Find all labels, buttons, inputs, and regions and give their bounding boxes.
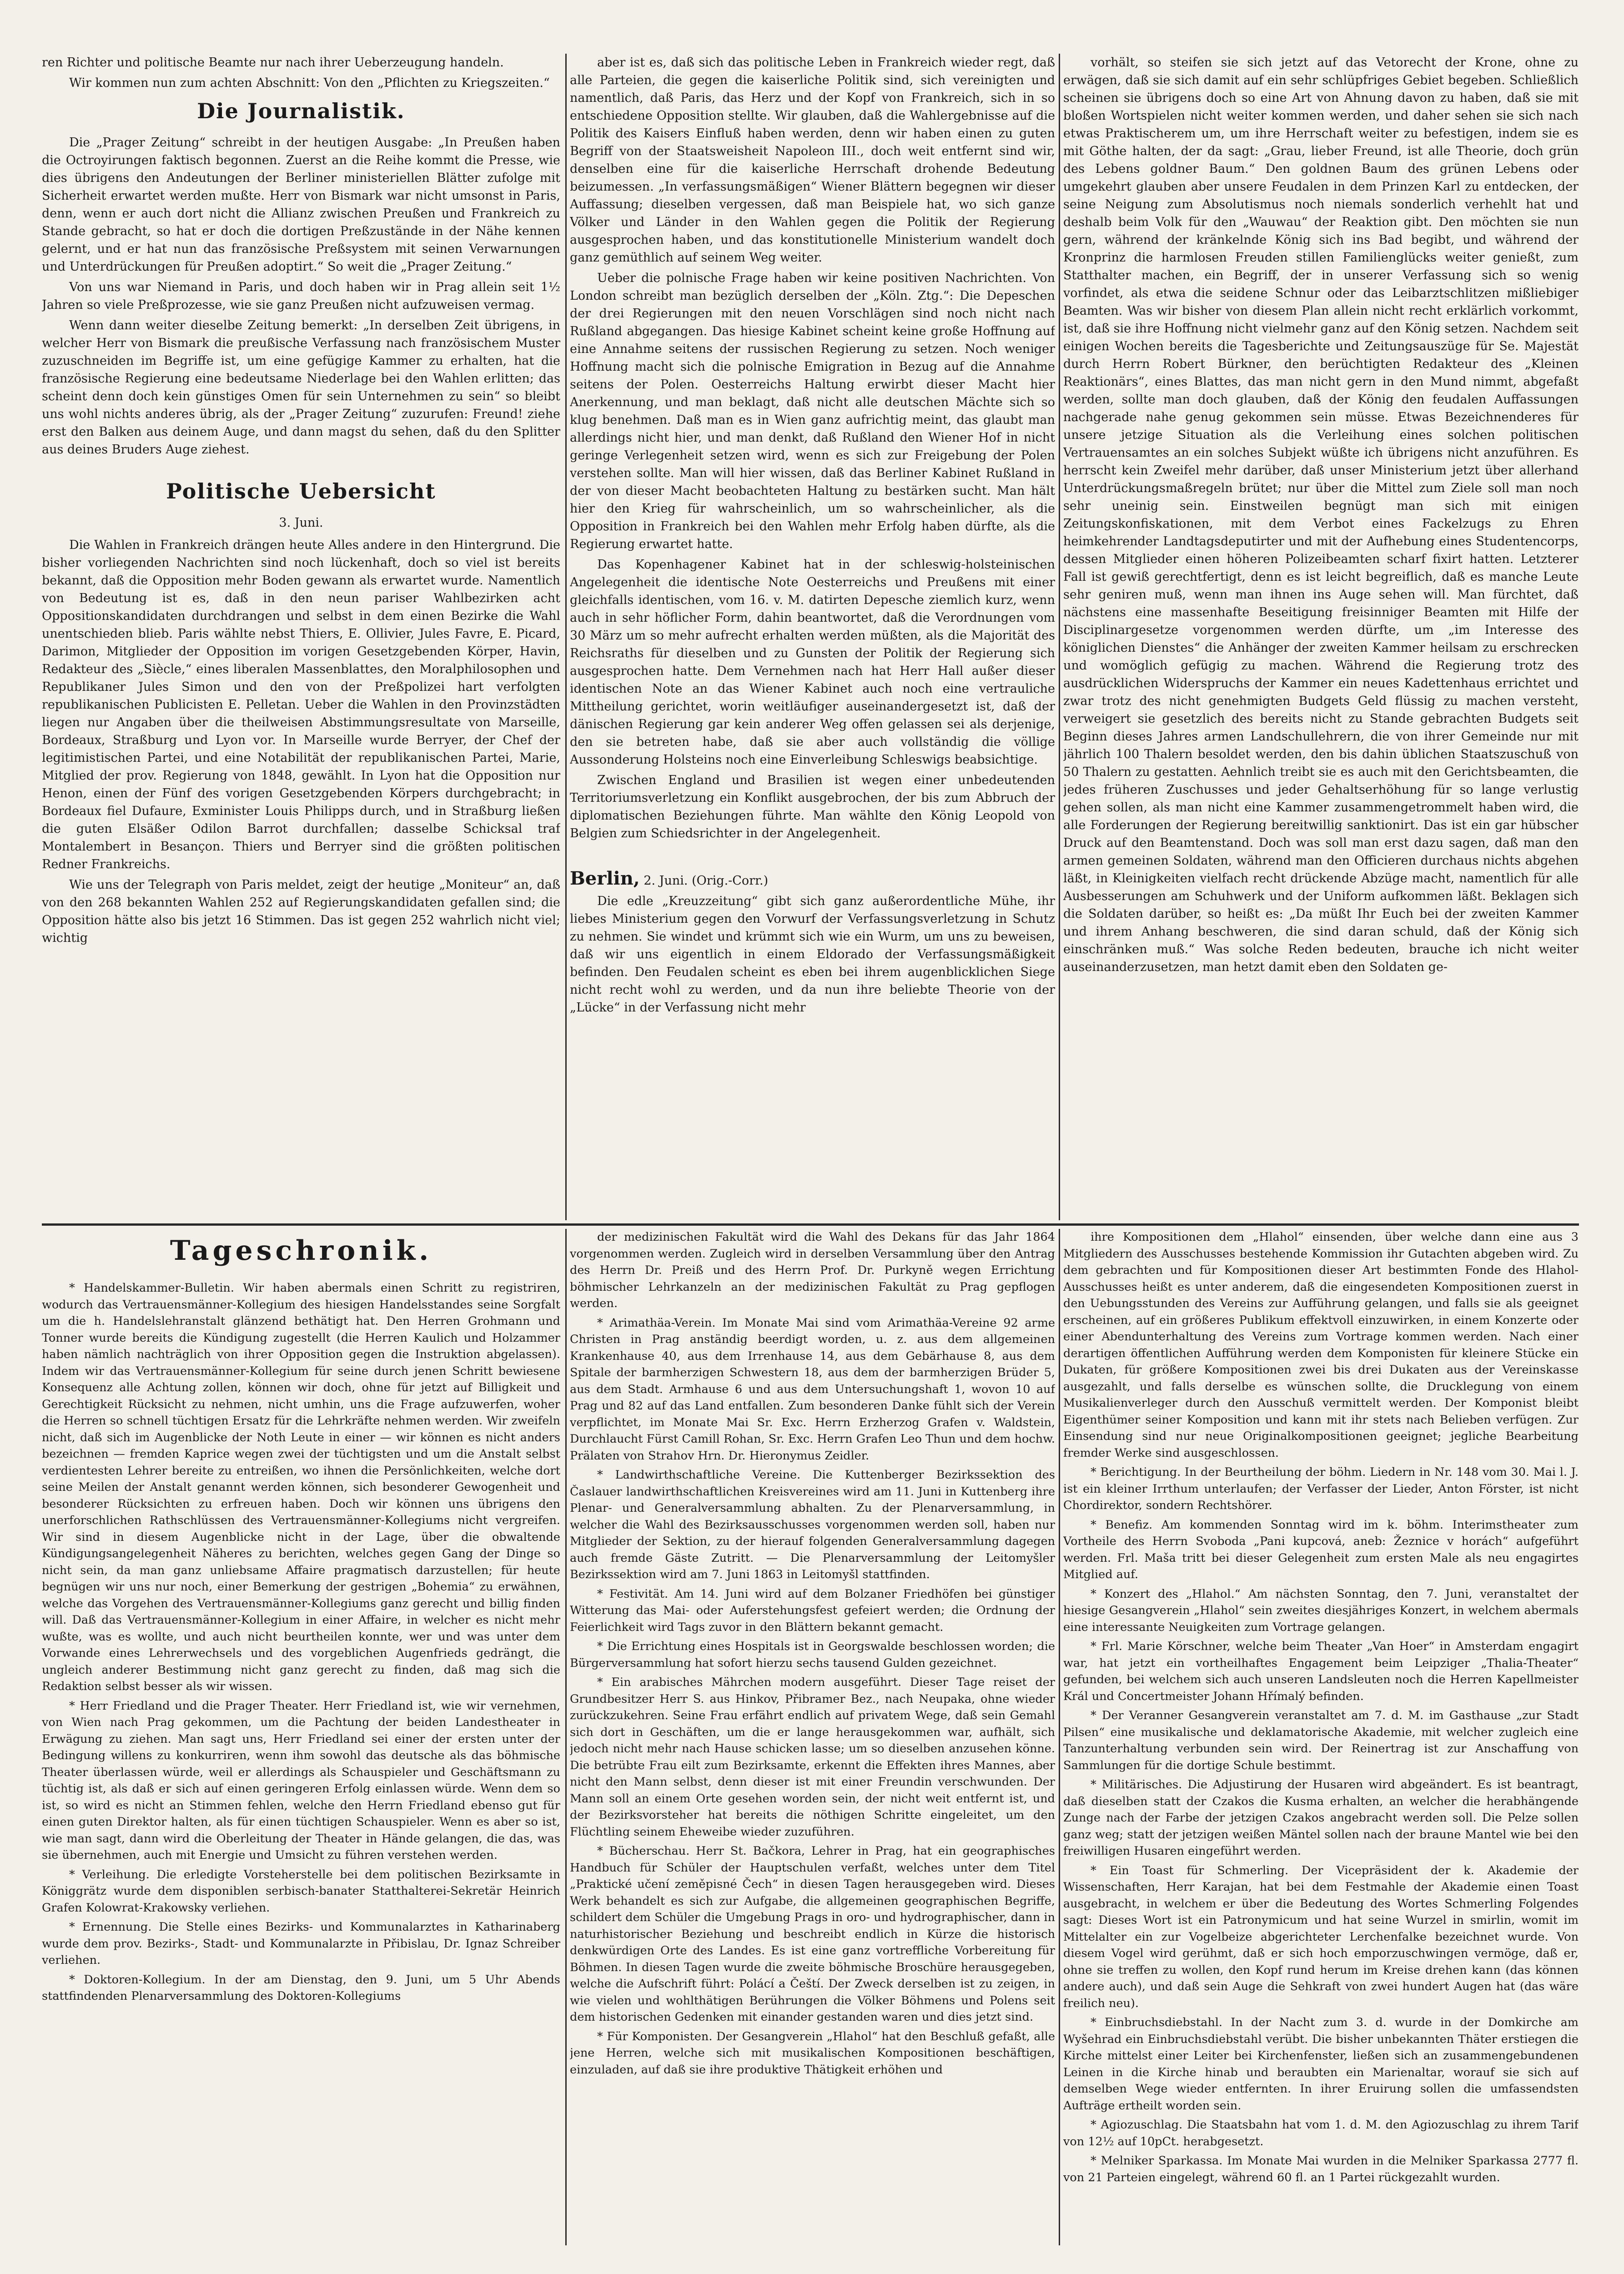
- tageschronik-column-2: [570, 1229, 1055, 2245]
- news-item: * Konzert des „Hlahol.“ Am nächsten Sonntag, den 7. Juni, veranstaltet der hiesige Gesangverein „Hlahol“ sein zweites diesjähriges Konzert, in welchem abermals eine interessante Neuigkeiten zum Vortrage gelangen.: [1063, 1587, 1579, 1634]
- news-item: * Militärisches. Die Adjustirung der Husaren wird abgeändert. Es ist beantragt, daß dieselben statt der Czakos die Kusma erhalten, an welcher die herabhängende Zunge nach der Farbe der jetzigen Czakos angebracht werden soll. Die Pelze sollen ganz weg; statt der jetzigen weißen Mäntel sollen nach der braune Mantel wie bei den freiwilligen Husaren eingeführt werden.: [1063, 1778, 1579, 1858]
- section-divider: [42, 1223, 1579, 1226]
- news-item: * Die Errichtung eines Hospitals ist in Georgswalde beschlossen worden; die Bürgerversammlung hat sofort hierzu sechs tausend Gulden gezeichnet.: [570, 1640, 1055, 1670]
- news-item: * Ernennung. Die Stelle eines Bezirks- und Kommunalarztes in Katharinaberg wurde dem prov. Bezirks-, Stadt- und Kommunalarzte in Přibislau, Dr. Ignaz Schreiber verliehen.: [42, 1920, 560, 1967]
- article-paragraph: aber ist es, daß sich das politische Leben in Frankreich wieder regt, daß alle Parteien, die gegen die kaiserliche Politik sind, sich vereinigten und namentlich, daß Paris, das Herz und der Kopf von Frankreich, sich in so entschiedene Opposition stellte. Wir glauben, daß die Wahlergebnisse auf die Politik des Kaisers Einfluß haben werden, denn wir haben einen zu guten Begriff von der Staatsweisheit Napoleon III., doch weit entfernt sind wir, denselben eine für die kaiserliche Herrschaft drohende Bedeutung beizumessen. „In verfassungsmäßigen“ Wiener Blättern begegnen wir dieser Auffassung; dieselben vergessen, daß man Beispiele hat, wo sich ganze Völker und Länder in den Wahlen gegen die Politik der Regierung ausgesprochen haben, und das konstitutionelle Ministerium wandelt doch ganz gemüthlich auf seinem Weg weiter.: [570, 55, 1055, 265]
- berlin-date: 2. Juni. (Orig.-Corr.): [644, 874, 769, 888]
- tageschronik-col3-body: [1063, 1229, 1579, 2186]
- intro-text-2: Wir kommen nun zum achten Abschnitt: Von den „Pflichten zu Kriegszeiten.“: [69, 76, 550, 90]
- news-item: * Bücherschau. Herr St. Bačkora, Lehrer in Prag, hat ein geographisches Handbuch für Schüler der Hauptschulen verfaßt, welches unter dem Titel „Praktické učení zeměpisné Čech“ in diesen Tagen herausgegeben wird. Dieses Werk behandelt es sich zur Aufgabe, die allgemeinen geographischen Begriffe, schildert dem Schüler die Umgebung Prags in oro- und hydrographischer, dann in naturhistorischer Beziehung und beschreibt endlich in Kürze die historisch denkwürdigen Orte des Landes. Es ist eine ganz vortreffliche Vorbereitung für Böhmen. In diesen Tagen wurde die zweite böhmische Broschüre herausgegeben, welche die Aufschrift führt: Polácí a Čeští. Der Zweck derselben ist zu zeigen, in wie vielen und wohlthätigen Berührungen die Völker Böhmens und Polens seit dem historischen Gedenken mit einander gestanden waren und dies jetzt sind.: [570, 1844, 1055, 2024]
- article-paragraph: Die Wahlen in Frankreich drängen heute Alles andere in den Hintergrund. Die bisher vorliegenden Nachrichten sind noch lückenhaft, doch so viel ist bereits bekannt, daß die Opposition mehr Boden gewann als erwartet wurde. Namentlich von Bedeutung ist es, daß in den neun pariser Wahlbezirken acht Oppositionskandidaten durchdrangen und selbst in dem einen Bezirke die Wahl unentschieden blieb. Paris wählte nebst Thiers, E. Ollivier, Jules Favre, E. Picard, Darimon, Mitglieder der Opposition im vorigen Gesetzgebenden Körper, Havin, Redakteur des „Siècle,“ eines liberalen Massenblattes, den Moralphilosophen und Republikaner Jules Simon und den von der Preßpolizei hart verfolgten republikanischen Publicisten E. Pelletan. Ueber die Wahlen in den Provinzstädten liegen nur Angaben über die theilweisen Abstimmungsresultate von Marseille, Bordeaux, Straßburg und Lyon vor. In Marseille wurde Berryer, der Chef der legitimistischen Partei, und eine Notabilität der republikanischen Partei, Marie, Mitglied der prov. Regierung von 1848, gewählt. In Lyon hat die Opposition nur Henon, einen der Fünf des vorigen Gesetzgebenden Körpers durchgebracht; in Bordeaux fiel Dufaure, Exminister Louis Philipps durch, und in Straßburg ließen die guten Elsäßer Odilon Barrot durchfallen; dasselbe Schicksal traf Montalembert in Besançon. Thiers und Berryer sind die größten politischen Redner Frankreichs.: [42, 538, 560, 871]
- politische-dateline: 3. Juni.: [279, 516, 323, 530]
- berlin-dispatch: [570, 870, 1055, 890]
- news-item: * Landwirthschaftliche Vereine. Die Kuttenberger Bezirkssektion des Časlauer landwirthschaftlichen Kreisvereines wird am 11. Juni in Kuttenberg ihre Plenar- und Generalversammlung abhalten. Zu der Plenarversammlung, in welcher die Wahl des Bezirksausschusses vorgenommen werden soll, haben nur Mitglieder der Sektion, zu der hierauf folgenden Generalversammlung dagegen auch fremde Gäste Zutritt. — Die Plenarversammlung der Leitomyšler Bezirkssektion wird am 7. Juni 1863 in Leitomyšl stattfinden.: [570, 1468, 1055, 1581]
- journalistik-body: [42, 134, 560, 458]
- news-item: * Der Veranner Gesangverein veranstaltet am 7. d. M. im Gasthause „zur Stadt Pilsen“ eine musikalische und deklamatorische Akademie, mit welcher zugleich eine Tanzunterhaltung verbunden sein wird. Der Reinertrag ist zur Anschaffung von Sammlungen für die dortige Schule bestimmt.: [1063, 1709, 1579, 1772]
- news-item: * Benefiz. Am kommenden Sonntag wird im k. böhm. Interimstheater zum Vortheile des Herrn Svoboda „Pani kupcová, aneb: Žeznice v horách“ aufgeführt werden. Frl. Maša tritt bei dieser Gelegenheit zum ersten Male als neu engagirtes Mitglied auf.: [1063, 1518, 1579, 1581]
- column-2-body: [570, 54, 1055, 842]
- news-item: * Handelskammer-Bulletin. Wir haben abermals einen Schritt zu registriren, wodurch das Vertrauensmänner-Kollegium des hiesigen Handelsstandes seine Sorgfalt um die h. Handelslehranstalt glänzend bethätigt hat. Den Herren Grohmann und Tonner wurde bereits die Kündigung zugestellt (die Herren Kaulich und Holzammer haben nämlich nachträglich von ihrer Opposition gegen die Instruktion abgelassen). Indem wir das Vertrauensmänner-Kollegium für seine durch jenen Schritt bewiesene Konsequenz alle Achtung zollen, können wir doch, ohne für jetzt auf Billigkeit und Gerechtigkeit Rücksicht zu nehmen, nicht umhin, uns die Frage aufzuwerfen, woher die Herren so schnell tüchtigen Ersatz für die Lehrkräfte nehmen werden. Wir zweifeln nicht, daß sich im Augenblicke der Noth Leute in einer — wir können es nicht anders bezeichnen — fremden Kaprice wegen zwei der tüchtigsten und um die Anstalt selbst verdientesten Lehrer bereite zu entreißen, wo ihnen die Persönlichkeiten, welche dort seine Meilen der Anstalt genannt werden können, sich besonderer Gewogenheit und besonderer Rücksichten zu erfreuen haben. Doch wir können uns übrigens den unerforschlichen Rathschlüssen des Vertrauensmänner-Kollegiums nicht vergreifen. Wir sind in diesem Augenblicke nicht in der Lage, über die obwaltende Kündigungsangelegenheit Näheres zu berichten, welches gegen Gang der Dinge so nicht sein, da man ganz unliebsame Affaire pragmatisch darzustellen; für heute begnügen wir uns nur noch, einer Bemerkung der gestrigen „Bohemia“ zu erwähnen, welche das Vorgehen des Vertrauensmänner-Kollegiums ganz gerecht und billig finden will. Daß das Vertrauensmänner-Kollegium in einer Affaire, in welcher es nicht mehr wußte, was es wollte, und auch nicht beurtheilen konnte, wer und was unter dem Vorwande eines Lehrerwechsels und des vorgeblichen Augenfrieds gedrängt, die ungleich anderer Bestimmung nicht ganz gerecht zu finden, daß mag sich die Redaktion selbst besser als wir wissen.: [42, 1281, 560, 1693]
- news-item: * Doktoren-Kollegium. In der am Dienstag, den 9. Juni, um 5 Uhr Abends stattfindenden Plenarversammlung des Doktoren-Kollegiums: [42, 1972, 560, 2003]
- intro-text: ren Richter und politische Beamte nur nach ihrer Ueberzeugung handeln.: [42, 55, 504, 70]
- news-item: ihre Kompositionen dem „Hlahol“ einsenden, über welche dann eine aus 3 Mitgliedern des Ausschusses bestehende Kommission ihr Gutachten abgeben wird. Zu dem gebrachten und für Kompositionen dieser Art bestimmten Fonde des Hlahol-Ausschusses heißt es unter anderem, daß die eingesendeten Kompositionen zuerst in den Uebungsstunden des Vereins zur Aufführung gelangen, und falls sie als geeignet erscheinen, auf ein größeres Publikum effektvoll einzuwirken, in einem Konzerte oder einer Abendunterhaltung des Vereins zum Vortrage kommen werden. Nach einer derartigen öffentlichen Aufführung werden dem Komponisten für kleinere Stücke ein Dukaten, für größere Kompositionen zwei bis drei Dukaten aus der Vereinskasse ausgezahlt, und falls derselbe es wünschen sollte, die Drucklegung von einem Musikalienverleger durch den Ausschuß vermittelt werden. Der Komponist bleibt Eigenthümer seiner Komposition und kann mit ihr stets nach Belieben verfügen. Zur Einsendung sind nur neue Originalkompositionen geeignet; jegliche Bearbeitung fremder Werke sind ausgeschlossen.: [1063, 1230, 1579, 1460]
- news-item: * Festivität. Am 14. Juni wird auf dem Bolzaner Friedhöfen bei günstiger Witterung das Mai- oder Auferstehungsfest gefeiert werden; die Ordnung der Feierlichkeit wird Tags zuvor in den Blättern bekannt gemacht.: [570, 1587, 1055, 1634]
- column-divider-2: [1059, 54, 1060, 1220]
- column-divider-4: [1059, 1229, 1060, 2245]
- news-item: * Berichtigung. In der Beurtheilung der böhm. Liedern in Nr. 148 vom 30. Mai l. J. ist ein kleiner Irrthum unterlaufen; der Verfasser der Lieder, Anton Förster, ist nicht Chordirektor, sondern Rechtshörer.: [1063, 1465, 1579, 1512]
- berlin-text: Die edle „Kreuzzeitung“ gibt sich ganz außerordentliche Mühe, ihr liebes Ministerium gegen den Vorwurf der Verfassungsverletzung in Schutz zu nehmen. Sie windet und krümmt sich wie ein Wurm, um uns zu beweisen, daß wir uns eigentlich in einem Eldorado der Verfassungsmäßigkeit befinden. Den Feudalen scheint es eben bei ihrem augenblicklichen Siege nicht recht wohl zu werden, und da nun ihre beliebte Theorie von der „Lücke“ in der Verfassung nicht mehr: [570, 894, 1055, 1015]
- news-item: * Verleihung. Die erledigte Vorsteherstelle bei dem politischen Bezirksamte in Königgrätz wurde dem disponiblen serbisch-banater Statthalterei-Sekretär Heinrich Grafen Kolowrat-Krakowsky verliehen.: [42, 1867, 560, 1915]
- top-column-3: [1063, 54, 1579, 1220]
- news-item: * Ein Toast für Schmerling. Der Vicepräsident der k. Akademie der Wissenschaften, Herr Karajan, hat bei dem Festmahle der Akademie einen Toast ausgebracht, in welchem er über die Bedeutung des Wortes Schmerling Folgendes sagt: Dieses Wort ist ein Patronymicum und hat seine Wurzel in smirlin, womit im Mittelalter ein zur Vogelbeize abgerichteter Lerchenfalke bezeichnet wurde. Von diesem Vogel wird gerühmt, daß er sich hoch emporzuschwingen vermöge, daß er, ohne sie treffen zu wollen, den Kopf rund herum im Kreise drehen kann (das können andere auch), und daß sein Auge die Sehkraft von zwei hundert Augen hat (das wäre freilich neu).: [1063, 1863, 1579, 2010]
- column-divider-1: [565, 54, 567, 1220]
- news-item: * Einbruchsdiebstahl. In der Nacht zum 3. d. wurde in der Domkirche am Wyšehrad ein Einbruchsdiebstahl verübt. Die bisher unbekannten Thäter erstiegen die Kirche mittelst einer Leiter bei Kirchenfenster, ließen sich an zusammengebundenen Leinen in die Kirche hinab und beraubten ein Marienaltar, worauf sie sich auf demselben Wege wieder entfernten. In ihrer Eruirung sollen die umfassendsten Aufträge ertheilt worden sein.: [1063, 2016, 1579, 2113]
- news-item: * Arimathäa-Verein. Im Monate Mai sind vom Arimathäa-Vereine 92 arme Christen in Prag anständig beerdigt worden, u. z. aus dem allgemeinen Krankenhause 40, aus dem Irrenhause 14, aus dem Gebärhause 8, aus dem Spitale der barmherzigen Schwestern 18, aus dem der barmherzigen Brüder 5, aus dem Stadt. Armhause 6 und aus dem Untersuchungshaft 1, wovon 10 auf Prag und 82 auf das Land entfallen. Zum besonderen Danke fühlt sich der Verein verpflichtet, im Monate Mai Sr. Exc. Herrn Erzherzog Grafen v. Waldstein, Durchlaucht Fürst Camill Rohan, Sr. Exc. Herrn Grafen Leo Thun und dem hochw. Prälaten von Strahov Hrn. Dr. Hieronymus Zeidler.: [570, 1316, 1055, 1463]
- politische-body: [42, 536, 560, 947]
- top-column-1: [42, 54, 560, 1220]
- column-divider-3: [565, 1229, 567, 2245]
- article-paragraph: Die „Prager Zeitung“ schreibt in der heutigen Ausgabe: „In Preußen haben die Octroyirungen faktisch begonnen. Zuerst an die Reihe kommt die Presse, wie dies übrigens den Andeutungen der Berliner ministeriellen Blätter zufolge mit Sicherheit erwartet werden mußte. Herr von Bismark war nicht umsonst in Paris, denn, wenn er auch dort nicht die Allianz zwischen Preußen und Frankreich zu Stande gebracht, so hat er doch die dortigen Preßzustände in der Nähe kennen gelernt, und er hat nun das französische Preßsystem mit seinen Verwarnungen und Unterdrückungen für Preußen adoptirt.“ So weit die „Prager Zeitung.“: [42, 136, 560, 274]
- article-paragraph: Wenn dann weiter dieselbe Zeitung bemerkt: „In derselben Zeit übrigens, in welcher Herr von Bismark die preußische Verfassung nach französischem Muster zuzuschneiden im Begriffe ist, um eine gefügige Kammer zu erhalten, hat die französische Regierung eine bedeutsame Niederlage bei den Wahlen erlitten; das scheint denn doch kein günstiges Omen für sein Unternehmen zu sein“ so bleibt uns wohl nichts anderes übrig, als der „Prager Zeitung“ zuzurufen: Freund! ziehe erst den Balken aus deinem Auge, und dann magst du sehen, daß du den Splitter aus deines Bruders Auge ziehest.: [42, 318, 560, 457]
- article-paragraph: vorhält, so steifen sie sich jetzt auf das Vetorecht der Krone, ohne zu erwägen, daß sie sich damit auf ein sehr schlüpfriges Gebiet begeben. Schließlich scheinen sie übrigens doch so eine Art von Ahnung davon zu haben, daß sie mit bloßen Wortspielen nicht weiter kommen werden, und daher sehen sie sich nach etwas Praktischerem um, um ihre Herrschaft weiter zu befestigen, indem sie es mit Göthe halten, der da sagt: „Grau, lieber Freund, ist alle Theorie, doch grün des Lebens goldner Baum.“ Den goldnen Baum des grünen Lebens oder umgekehrt glauben aber unsere Feudalen in dem Prinzen Karl zu entdecken, der seine Neigung zum Absolutismus noch niemals sonderlich verhehlt hat und deshalb beim Volk für den „Wauwau“ der Reaktion gibt. Den möchten sie nun gern, während der kränkelnde König sich ins Bad begibt, und während der Kronprinz die harmlosen Freuden stillen Familienglücks weiter genießt, zum Statthalter machen, ein Begriff, der in unserer Verfassung sich so wenig vorfindet, als etwa die seidene Schnur oder das Leibarztschlitzen mißliebiger Beamten. Was wir bisher von diesem Plan allein nicht recht erklärlich vorkommt, ist, daß sie ihre Hoffnung nicht vielmehr ganz auf den König setzen. Nachdem seit einigen Wochen bereits die Tagesberichte und Zeitungsauszüge für Se. Majestät durch Herrn Robert Bürkner, den berüchtigten Redakteur des „Kleinen Reaktionärs“, eines Blattes, das man nicht gern in den Mund nimmt, abgefaßt werden, sollte man doch glauben, daß der König den feudalen Auffassungen nachgerade nahe genug gekommen sein müsse. Etwas Bezeichnenderes für unsere jetzige Situation als die Verleihung eines solchen politischen Vertrauensamtes an ein solches Subjekt wüßte ich übrigens nicht anzuführen. Es herrscht kein Zweifel mehr darüber, daß unser Ministerium jetzt über allerhand Unterdrückungsmaßregeln brütet; nur über die Mittel zum Ziele soll man noch sehr uneinig sein. Einstweilen begnügt man sich mit einigen Zeitungskonfiskationen, mit dem Verbot eines Fackelzugs zu Ehren heimkehrender Landtagsdeputirter und mit der Aufhebung eines Studentencorps, dessen Mitglieder einen höheren Polizeibeamten scharf fixirt hatten. Letzterer Fall ist gewiß gerechtfertigt, denn es ist leicht begreiflich, daß es manche Leute sehr geniren muß, wenn man ihnen ins Auge sehen will. Man fürchtet, daß nächstens eine massenhafte Beseitigung freisinniger Beamten mit Hilfe der Disciplinargesetze vorgenommen werden dürfte, um „im Interesse des königlichen Dienstes“ die Anhänger der zweiten Kammer heilsam zu erschrecken und womöglich gefügig zu machen. Während die Regierung trotz des ausdrücklichen Widerspruchs der Kammer ein neues Kadettenhaus errichtet und zwar trotz des nicht genehmigten Budgets Geld flüssig zu machen versteht, verweigert sie gesetzlich des bereits nicht zu Stande gebrachten Budgets seit Beginn dieses Jahres armen Landschullehrern, die von ihrer Gemeinde nur mit jährlich 100 Thalern besoldet werden, den bis dahin üblichen Staatszuschuß von 50 Thalern zu gestatten. Aehnlich treibt sie es auch mit den Gerichtsbeamten, die jedes früheren Zuschusses und jeder Gehaltserhöhung für so lange verlustig gehen sollen, als man nicht eine Kammer zusammengetrommelt haben wird, die alle Forderungen der Regierung bereitwillig sanktionirt. Das ist ein gar hübscher Druck auf den Beamtenstand. Doch was soll man erst dazu sagen, daß man den armen gemeinen Soldaten, während man den Officieren durchaus nichts abgehen läßt, in Kleinigkeiten vielfach recht drückende Abzüge macht, namentlich für alle Ausbesserungen am Schuhwerk und der Uniform aufkommen läßt. Beklagen sich die Soldaten darüber, so heißt es: „Da müßt Ihr Euch bei der zweiten Kammer und ihrem Anhang beschweren, die sind daran schuld, daß der König sich einschränken muß.“ Was solche Reden bedeuten, brauche ich nicht weiter auseinanderzusetzen, man hetzt damit eben den Soldaten ge-: [1063, 55, 1579, 974]
- politische-heading: Politische Uebersicht: [166, 479, 436, 503]
- column-3-body: [1063, 54, 1579, 976]
- article-paragraph: Von uns war Niemand in Paris, und doch haben wir in Prag allein seit 1½ Jahren so viele Preßprozesse, wie sie ganz Preußen nicht aufzuweisen vermag.: [42, 280, 560, 312]
- article-paragraph: Zwischen England und Brasilien ist wegen einer unbedeutenden Territoriumsverletzung ein Konflikt ausgebrochen, der bis zum Abbruch der diplomatischen Beziehungen führte. Man wählte den König Leopold von Belgien zum Schiedsrichter in der Angelegenheit.: [570, 773, 1055, 840]
- article-paragraph: Das Kopenhagener Kabinet hat in der schleswig-holsteinischen Angelegenheit die identische Note Oesterreichs und Preußens mit einer gleichfalls identischen, vom 16. v. M. datirten Depesche ziemlich kurz, wenn auch in sehr höflicher Form, dahin beantwortet, daß die Verordnungen vom 30 März um so mehr aufrecht erhalten werden müßten, als die Majorität des Reichsraths für dieselben und zu Gunsten der Politik der Regierung sich ausgesprochen hatte. Dem Vernehmen nach hat Herr Hall außer dieser identischen Note an das Wiener Kabinet auch noch eine vertrauliche Mittheilung gerichtet, worin weitläufiger auseinandergesetzt ist, daß der dänischen Regierung gar kein anderer Weg offen gelassen sei als derjenige, den sie betreten habe, daß sie aber auch vollständig die völlige Aussonderung Holsteins noch eine Einverleibung Schleswigs beabsichtige.: [570, 558, 1055, 767]
- news-item: der medizinischen Fakultät wird die Wahl des Dekans für das Jahr 1864 vorgenommen werden. Zugleich wird in derselben Versammlung über den Antrag des Herrn Dr. Preiß und des Herrn Prof. Dr. Purkyně wegen Errichtung böhmischer Lehrkanzeln an der medizinischen Fakultät zu Prag gepflogen werden.: [570, 1230, 1055, 1310]
- tageschronik-column-3: [1063, 1229, 1579, 2245]
- news-item: * Für Komponisten. Der Gesangverein „Hlahol“ hat den Beschluß gefaßt, alle jene Herren, welche sich mit musikalischen Kompositionen beschäftigen, einzuladen, auf daß sie ihre produktive Thätigkeit erhöhen und: [570, 2029, 1055, 2077]
- news-item: * Agiozuschlag. Die Staatsbahn hat vom 1. d. M. den Agiozuschlag zu ihrem Tarif von 12½ auf 10pCt. herabgesetzt.: [1063, 2118, 1579, 2148]
- berlin-heading: Berlin,: [570, 868, 640, 889]
- journalistik-heading: Die Journalistik.: [197, 99, 405, 123]
- article-paragraph: Ueber die polnische Frage haben wir keine positiven Nachrichten. Von London schreibt man bezüglich derselben der „Köln. Ztg.“: Die Depeschen der drei Regierungen mit den neuen Vorschlägen sind noch nicht nach Rußland abgegangen. Das hiesige Kabinet scheint keine große Hoffnung auf eine Annahme seitens der russischen Regierung zu setzen. Noch weniger Hoffnung macht sich die polnische Emigration in Bezug auf die Annahme seitens der Polen. Oesterreichs Haltung erwirbt dieser Macht hier Anerkennung, und man beklagt, daß nicht alle deutschen Mächte sich so klug benehmen. Daß man es in Wien ganz aufrichtig meint, das glaubt man allerdings nicht hier, und man denkt, daß Rußland den Wiener Hof in nicht geringe Verlegenheit setzen wird, wenn es sich zur Freigebung der Polen verstehen sollte. Man will hier wissen, daß das Berliner Kabinet Rußland in der von dieser Macht beobachteten Haltung zu bestärken sucht. Man hält hier den Krieg für wahrscheinlich, um so wahrscheinlicher, als die Opposition in Frankreich bei den Wahlen mehr Erfolg haben dürfte, als die Regierung erwartet hatte.: [570, 271, 1055, 551]
- news-item: * Melniker Sparkassa. Im Monate Mai wurden in die Melniker Sparkassa 2777 fl. von 21 Parteien eingelegt, während 60 fl. an 1 Partei rückgezahlt wurden.: [1063, 2154, 1579, 2184]
- article-paragraph: Wie uns der Telegraph von Paris meldet, zeigt der heutige „Moniteur“ an, daß von den 268 bekannten Wahlen 252 auf Regierungskandidaten gefallen sind; die Opposition hätte also bis jetzt 16 Stimmen. Das ist gegen 252 wahrlich nicht viel; wichtig: [42, 878, 560, 945]
- news-item: * Ein arabisches Mährchen modern ausgeführt. Dieser Tage reiset der Grundbesitzer Herr S. aus Hinkov, Přibramer Bez., nach Neupaka, ohne wieder zurückzukehren. Seine Frau erfährt endlich auf privatem Wege, daß sein Gemahl sich dort in Geschäften, um die er lange herausgekommen war, aufhält, sich jedoch nicht mehr nach Hause schicken lasse; um so dieselben anzusehen könne. Die betrübte Frau eilt zum Bezirksamte, erkennt die Effekten ihres Mannes, aber nicht den Mann selbst, denn dieser ist mit einer Freundin verschwunden. Der Mann soll an einem Orte gesehen worden sein, der nicht weit entfernt ist, und der Bezirksvorsteher hat bereits die nöthigen Schritte eingeleitet, um den Flüchtling seinem Eheweibe wieder zuzuführen.: [570, 1675, 1055, 1839]
- tageschronik-col1-body: [42, 1280, 560, 2005]
- tageschronik-col2-body: [570, 1229, 1055, 2078]
- tageschronik-heading: Tageschronik.: [170, 1235, 432, 1267]
- top-column-2: [570, 54, 1055, 1220]
- news-item: * Frl. Marie Körschner, welche beim Theater „Van Hoer“ in Amsterdam engagirt war, hat jetzt ein vortheilhaftes Engagement beim Leipziger „Thalia-Theater“ gefunden, bei welchem sich auch unseren Landsleuten noch die Herren Kapellmeister Král und Concertmeister Johann Hřímalý befinden.: [1063, 1640, 1579, 1703]
- news-item: * Herr Friedland und die Prager Theater. Herr Friedland ist, wie wir vernehmen, von Wien nach Prag gekommen, um die Pachtung der beiden Landestheater in Erwägung zu ziehen. Man sagt uns, Herr Friedland sei einer der ersten unter der Bedingung willens zu konkurriren, wenn ihm sowohl das deutsche als das böhmische Theater überlassen würde, weil er allerdings als Schauspieler und Geschäftsmann zu tüchtig ist, als daß er sich auf einen geringeren Erfolg einlassen würde. Wenn dem so ist, so wird es nicht an Stimmen fehlen, welche den Herrn Friedland ebenso gut für einen guten Direktor halten, als für einen tüchtigen Schauspieler. Wenn es aber so ist, wie man sagt, dann wird die Oberleitung der Theater in Hände gelangen, die das, was sie übernehmen, auch mit Energie und Umsicht zu führen verstehen werden.: [42, 1699, 560, 1862]
- tageschronik-column-1: [42, 1229, 560, 2245]
